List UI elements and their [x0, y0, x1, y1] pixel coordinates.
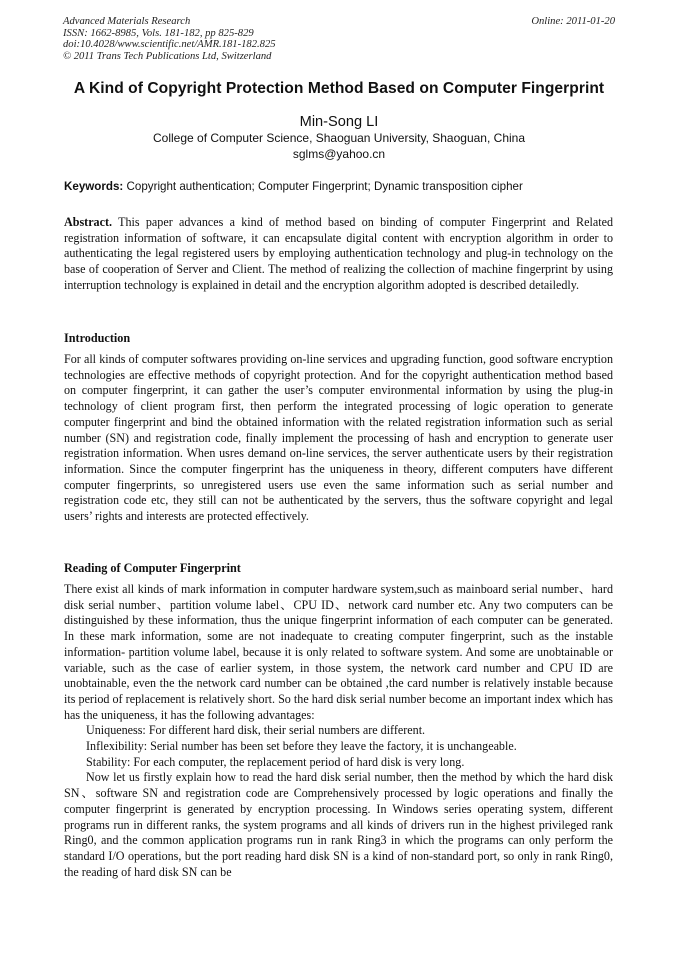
journal-meta [63, 16, 276, 62]
advantage-inflexibility: Inflexibility: Serial number has been set before they leave the factory, it is unchangeable. [86, 739, 517, 754]
paper-title: A Kind of Copyright Protection Method Based on Computer Fingerprint [73, 80, 605, 97]
keywords-line [64, 180, 624, 193]
doi-line: doi:10.4028/www.scientific.net/AMR.181-182.825 [63, 39, 276, 51]
affiliation: College of Computer Science, Shaoguan University, Shaoguan, China [153, 131, 525, 145]
journal-name: Advanced Materials Research [63, 16, 191, 27]
reading-heading: Reading of Computer Fingerprint [64, 561, 241, 575]
author-name: Min-Song LI [299, 114, 379, 130]
abstract-text: This paper advances a kind of method based on binding of computer Fingerprint and Related registration information of software, it can encapsulate digital content with encryption algorithm in order to authenticating the legal registered users by employing authentication technology and plug-in technology on the base of cooperation of Server and Client. The method of realizing the collection of machine fingerprint by using interruption technology is explained in detail and the encryption algorithm adopted is described detailedly. [64, 215, 613, 292]
advantage-stability: Stability: For each computer, the replacement period of hard disk is very long. [86, 754, 465, 769]
introduction-heading: Introduction [64, 331, 131, 345]
online-date: Online: 2011-01-20 [531, 16, 615, 27]
abstract-label: Abstract. [64, 215, 113, 229]
keywords-text: Copyright authentication; Computer Fingerprint; Dynamic transposition cipher [126, 180, 523, 193]
keywords-label: Keywords: [64, 180, 124, 193]
reading-section [64, 582, 613, 880]
issn-line: ISSN: 1662-8985, Vols. 181-182, pp 825-829 [63, 27, 254, 39]
introduction-paragraph: For all kinds of computer softwares providing on-line services and upgrading function, good software encryption technologies are effective methods of copyright protection. And for the copyright authentication method based on computer fingerprint, it can gather the user’s computer environmental information by using the plug-in technology of client program first, then perform the integrated processing of logic operation to generate computer fingerprint and bind the obtained information with the related registration information such as serial number (SN) and registration code, finally implement the processing of hash and encryption to generate user registration information. When usres demand on-line services, the server authenticate users by their registration information. Since the computer fingerprint has the uniqueness in theory, different computers have different computer fingerprints, so unregistered users use even the same information such as serial number and registration code etc, they still can not be authenticated by the servers, thus the software copyright and legal users’ rights and interests are protected effectively. [64, 352, 613, 524]
abstract [64, 215, 613, 294]
reading-paragraph: There exist all kinds of mark information in computer hardware system,such as mainboard serial number、hard disk serial number、partition volume label、CPU ID、network card number etc. Any two computers can be distinguished by these information, thus the unique fingerprint information of each computer can be generated. In these mark information, some are not inadequate to creating computer fingerprint, such as the instable information- partition volume label, because it is only related to software system. And some are unobtainable or variable, such as the case of earlier system, in those system, the network card number and CPU ID are unobtainable, even the the network card number can be obtained ,the card number is relatively instable because its period of replacement is relatively short. So the hard disk serial number become an important index which has has the uniqueness, it has the following advantages: [64, 582, 613, 722]
advantage-uniqueness: Uniqueness: For different hard disk, their serial numbers are different. [86, 723, 426, 738]
author-email: sglms@yahoo.cn [292, 147, 386, 161]
final-paragraph: Now let us firstly explain how to read the hard disk serial number, then the method by which the hard disk SN、software SN and registration code are Comprehensively processed by logic operations and finally the computer fingerprint is generated by encryption processing. In Windows series operating system, different programs run in different ranks, the system programs and all kinds of drivers run in the highest privileged rank Ring0, and the common application programs run in rank Ring3 in which the programs can only perform the standard I/O operations, but the port reading hard disk SN is a kind of non-standard port, so only in rank Ring0, the reading of hard disk SN can be [64, 770, 613, 879]
copyright-line: © 2011 Trans Tech Publications Ltd, Switzerland [63, 50, 272, 62]
